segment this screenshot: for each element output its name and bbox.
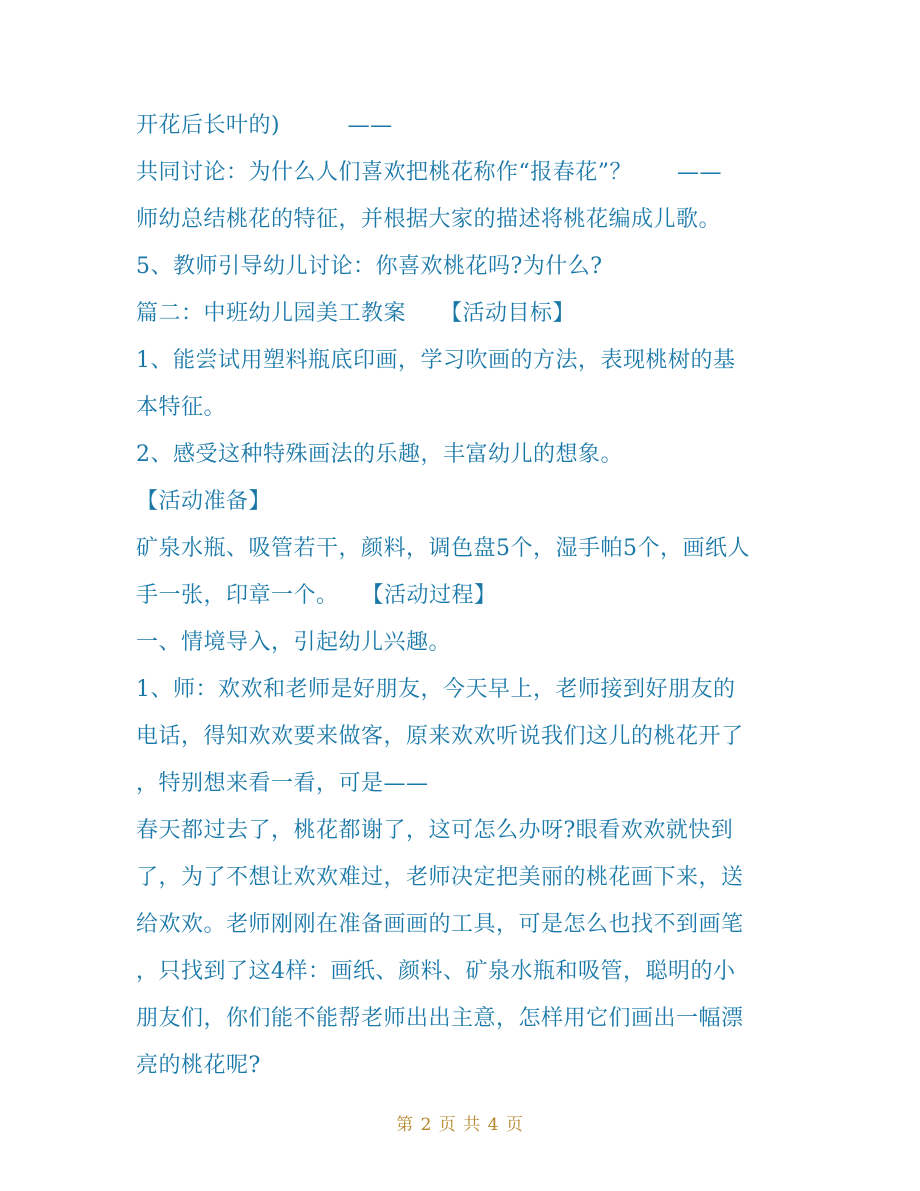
- text-line: 1、师：欢欢和老师是好朋友，今天早上，老师接到好朋友的: [136, 677, 736, 702]
- text-line: 给欢欢。老师刚刚在准备画画的工具，可是怎么也找不到画笔: [136, 912, 744, 937]
- document-body: [136, 102, 786, 1089]
- text-line: 共同讨论：为什么人们喜欢把桃花称作“报春花”？ ——: [136, 160, 722, 185]
- text-line: ，只找到了这4样：画纸、颜料、矿泉水瓶和吸管，聪明的小: [136, 959, 736, 984]
- text-line: 5、教师引导幼儿讨论：你喜欢桃花吗?为什么?: [136, 254, 603, 279]
- text-line: 一、情境导入，引起幼儿兴趣。: [136, 630, 452, 655]
- text-line: 朋友们，你们能不能帮老师出出主意，怎样用它们画出一幅漂: [136, 1006, 744, 1031]
- text-line: 亮的桃花呢?: [136, 1053, 261, 1078]
- text-line: 本特征。: [136, 395, 227, 420]
- text-line: 2、感受这种特殊画法的乐趣，丰富幼儿的想象。: [136, 442, 623, 467]
- text-line: 开花后长叶的) ——: [136, 113, 393, 138]
- text-line: 电话，得知欢欢要来做客，原来欢欢听说我们这儿的桃花开了: [136, 724, 744, 749]
- page-number: 第 2 页 共 4 页: [396, 1115, 524, 1135]
- text-line: 春天都过去了，桃花都谢了，这可怎么办呀?眼看欢欢就快到: [136, 818, 734, 843]
- text-line: ，特别想来看一看，可是——: [136, 771, 429, 796]
- text-line: 矿泉水瓶、吸管若干，颜料，调色盘5个，湿手帕5个，画纸人: [136, 536, 750, 561]
- text-line: 手一张，印章一个。 【活动过程】: [136, 583, 497, 608]
- text-line: 了，为了不想让欢欢难过，老师决定把美丽的桃花画下来，送: [136, 865, 744, 890]
- section-heading: 篇二：中班幼儿园美工教案 【活动目标】: [136, 301, 576, 326]
- text-line: 1、能尝试用塑料瓶底印画，学习吹画的方法，表现桃树的基: [136, 348, 736, 373]
- section-heading: 【活动准备】: [136, 489, 272, 514]
- text-line: 师幼总结桃花的特征，并根据大家的描述将桃花编成儿歌。: [136, 207, 722, 232]
